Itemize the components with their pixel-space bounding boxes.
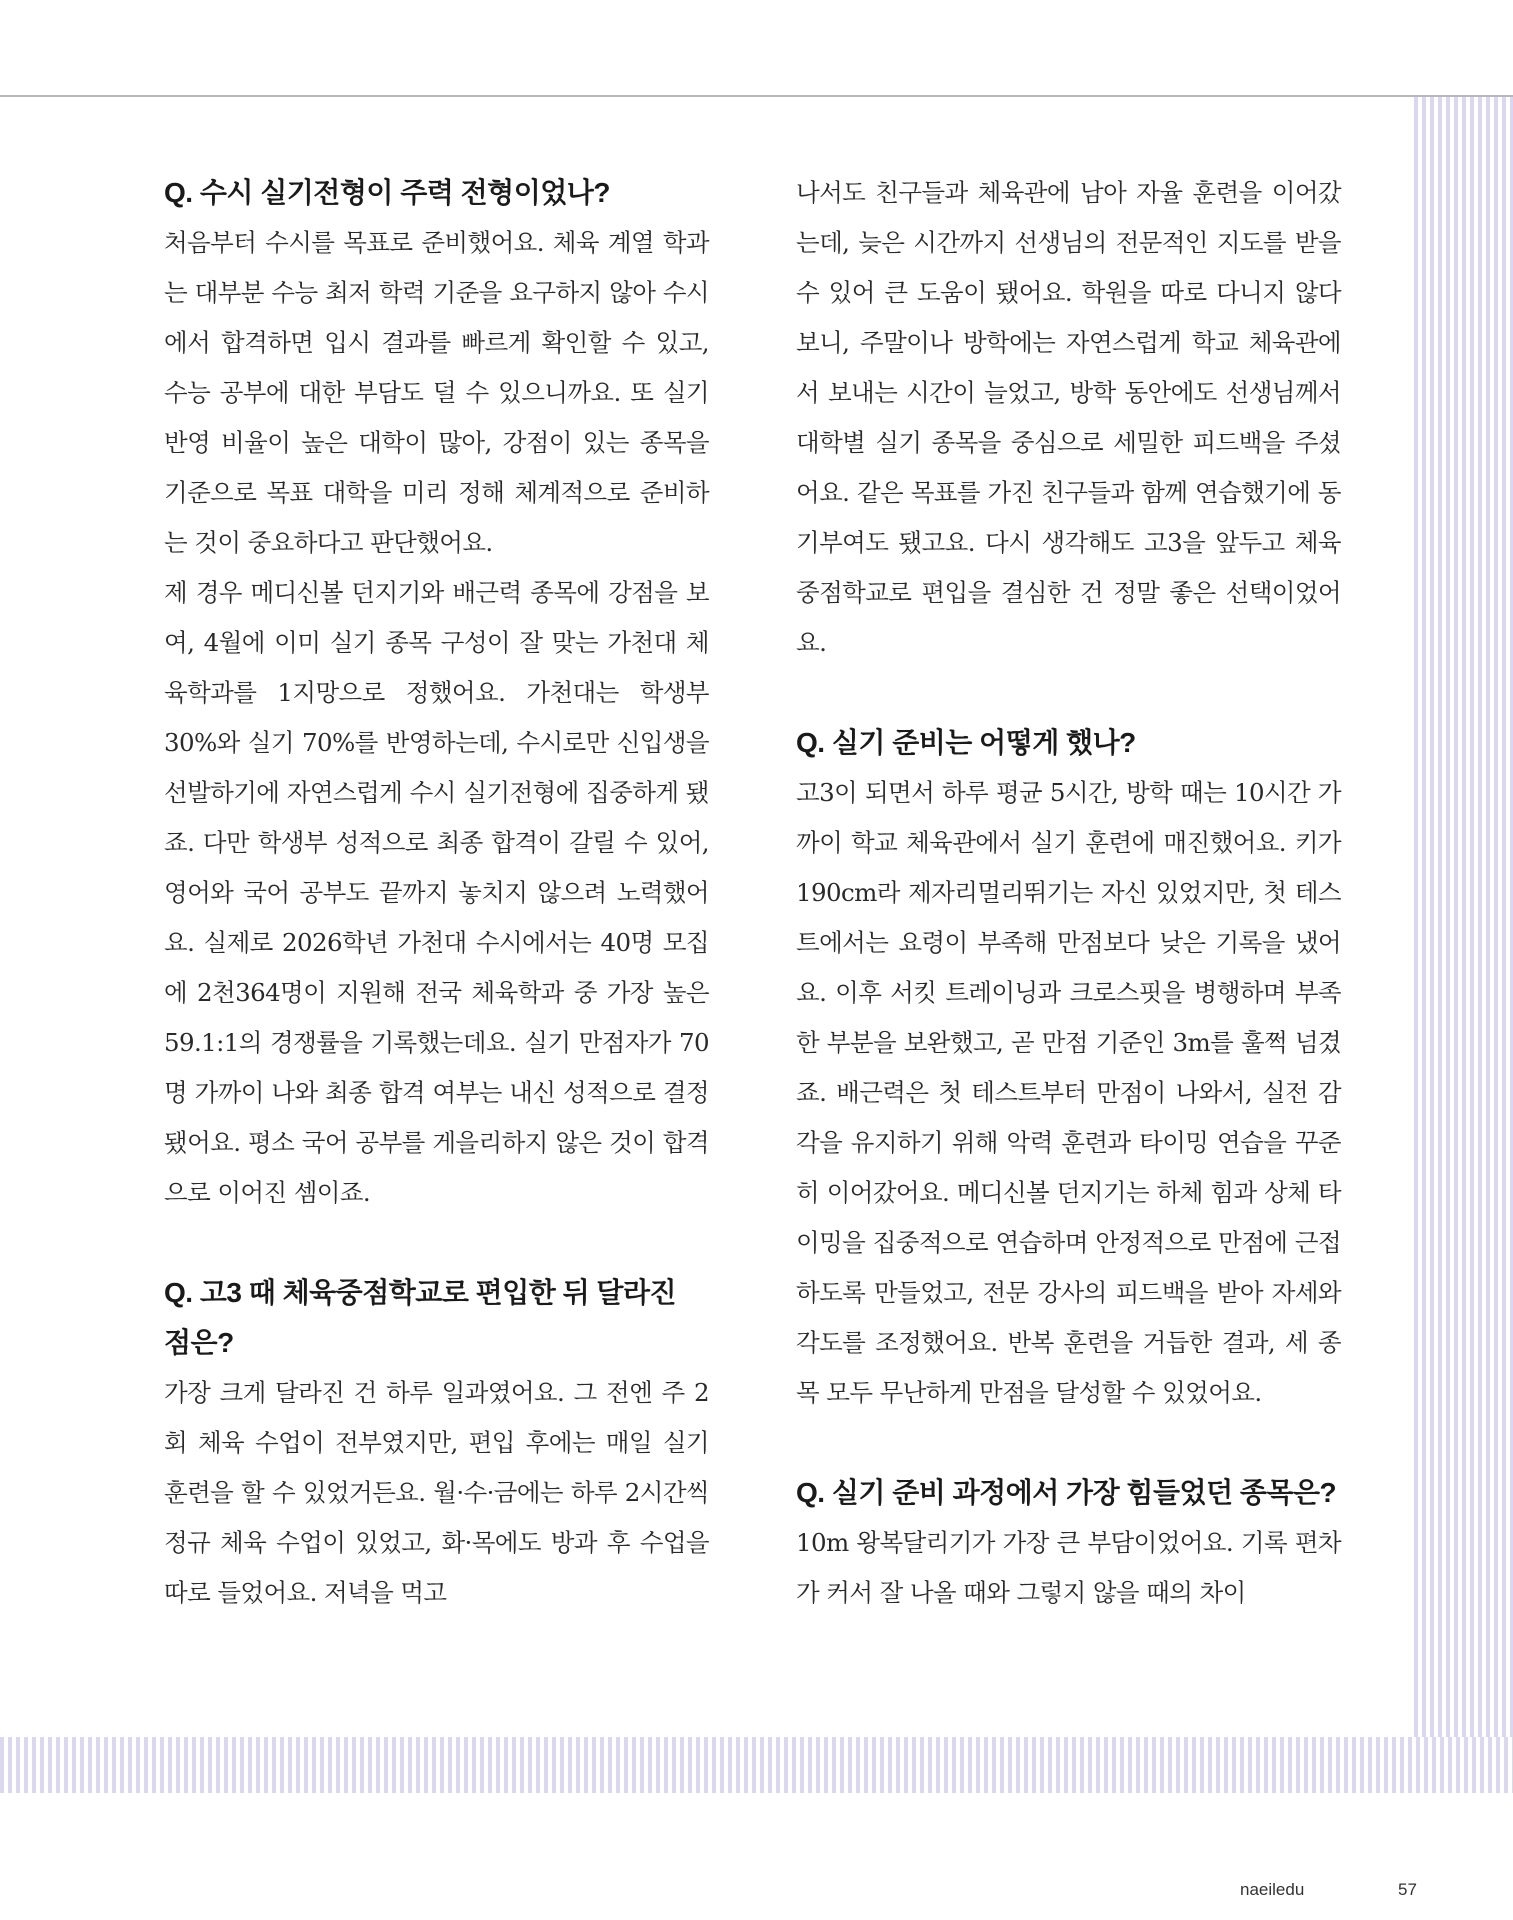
answer-paragraph: 10m 왕복달리기가 가장 큰 부담이었어요. 기록 편차가 커서 잘 나올 때와 그렇지 않을 때의 차이 bbox=[796, 1528, 1341, 1607]
answer-paragraph: 처음부터 수시를 목표로 준비했어요. 체육 계열 학과는 대부분 수능 최저 학력 기준을 요구하지 않아 수시에서 합격하면 입시 결과를 빠르게 확인할 수 있고, 수능 공부에 대한 부담도 덜 수 있으니까요. 또 실기 반영 비율이 높은 대학이 많아, 강점이 있는 종목을 기준으로 목표 대학을 미리 정해 체계적으로 준비하는 것이 중요하다고 판단했어요. bbox=[164, 228, 709, 557]
section-gap bbox=[796, 668, 1341, 718]
footer-brand: naeiledu bbox=[1240, 1880, 1305, 1899]
right-column bbox=[796, 168, 1341, 1618]
answer-paragraph: 제 경우 메디신볼 던지기와 배근력 종목에 강점을 보여, 4월에 이미 실기 종목 구성이 잘 맞는 가천대 체육학과를 1지망으로 정했어요. 가천대는 학생부 30%와 실기 70%를 반영하는데, 수시로만 신입생을 선발하기에 자연스럽게 수시 실기전형에 집중하게 됐죠. 다만 학생부 성적으로 최종 합격이 갈릴 수 있어, 영어와 국어 공부도 끝까지 놓치지 않으려 노력했어요. 실제로 2026학년 가천대 수시에서는 40명 모집에 2천364명이 지원해 전국 체육학과 중 가장 높은 59.1:1의 경쟁률을 기록했는데요. 실기 만점자가 70명 가까이 나와 최종 합격 여부는 내신 성적으로 결정됐어요. 평소 국어 공부를 게을리하지 않은 것이 합격으로 이어진 셈이죠. bbox=[164, 578, 709, 1207]
page-number: 57 bbox=[1398, 1880, 1417, 1899]
answer-paragraph: 가장 크게 달라진 건 하루 일과였어요. 그 전엔 주 2회 체육 수업이 전부였지만, 편입 후에는 매일 실기 훈련을 할 수 있었거든요. 월·수·금에는 하루 2시간씩 정규 체육 수업이 있었고, 화·목에도 방과 후 수업을 따로 들었어요. 저녁을 먹고 bbox=[164, 1378, 709, 1607]
question-heading: Q. 실기 준비는 어떻게 했나? bbox=[796, 727, 1136, 758]
decorative-stripe-right bbox=[1414, 97, 1513, 1793]
section-gap bbox=[164, 1218, 709, 1268]
left-column bbox=[164, 168, 709, 1618]
answer-paragraph: 고3이 되면서 하루 평균 5시간, 방학 때는 10시간 가까이 학교 체육관에서 실기 훈련에 매진했어요. 키가 190cm라 제자리멀리뛰기는 자신 있었지만, 첫 테스트에서는 요령이 부족해 만점보다 낮은 기록을 냈어요. 이후 서킷 트레이닝과 크로스핏을 병행하며 부족한 부분을 보완했고, 곧 만점 기준인 3m를 훌쩍 넘겼죠. 배근력은 첫 테스트부터 만점이 나와서, 실전 감각을 유지하기 위해 악력 훈련과 타이밍 연습을 꾸준히 이어갔어요. 메디신볼 던지기는 하체 힘과 상체 타이밍을 집중적으로 연습하며 안정적으로 만점에 근접하도록 만들었고, 전문 강사의 피드백을 받아 자세와 각도를 조정했어요. 반복 훈련을 거듭한 결과, 세 종목 모두 무난하게 만점을 달성할 수 있었어요. bbox=[796, 778, 1341, 1407]
section-gap bbox=[796, 1418, 1341, 1468]
answer-paragraph: 나서도 친구들과 체육관에 남아 자율 훈련을 이어갔는데, 늦은 시간까지 선생님의 전문적인 지도를 받을 수 있어 큰 도움이 됐어요. 학원을 따로 다니지 않다 보니, 주말이나 방학에는 자연스럽게 학교 체육관에서 보내는 시간이 늘었고, 방학 동안에도 선생님께서 대학별 실기 종목을 중심으로 세밀한 피드백을 주셨어요. 같은 목표를 가진 친구들과 함께 연습했기에 동기부여도 됐고요. 다시 생각해도 고3을 앞두고 체육중점학교로 편입을 결심한 건 정말 좋은 선택이었어요. bbox=[796, 178, 1341, 657]
question-heading: Q. 고3 때 체육중점학교로 편입한 뒤 달라진 점은? bbox=[164, 1277, 677, 1358]
decorative-stripe-bottom bbox=[0, 1737, 1513, 1793]
question-heading: Q. 실기 준비 과정에서 가장 힘들었던 종목은? bbox=[796, 1477, 1337, 1508]
question-heading: Q. 수시 실기전형이 주력 전형이었나? bbox=[164, 177, 610, 208]
